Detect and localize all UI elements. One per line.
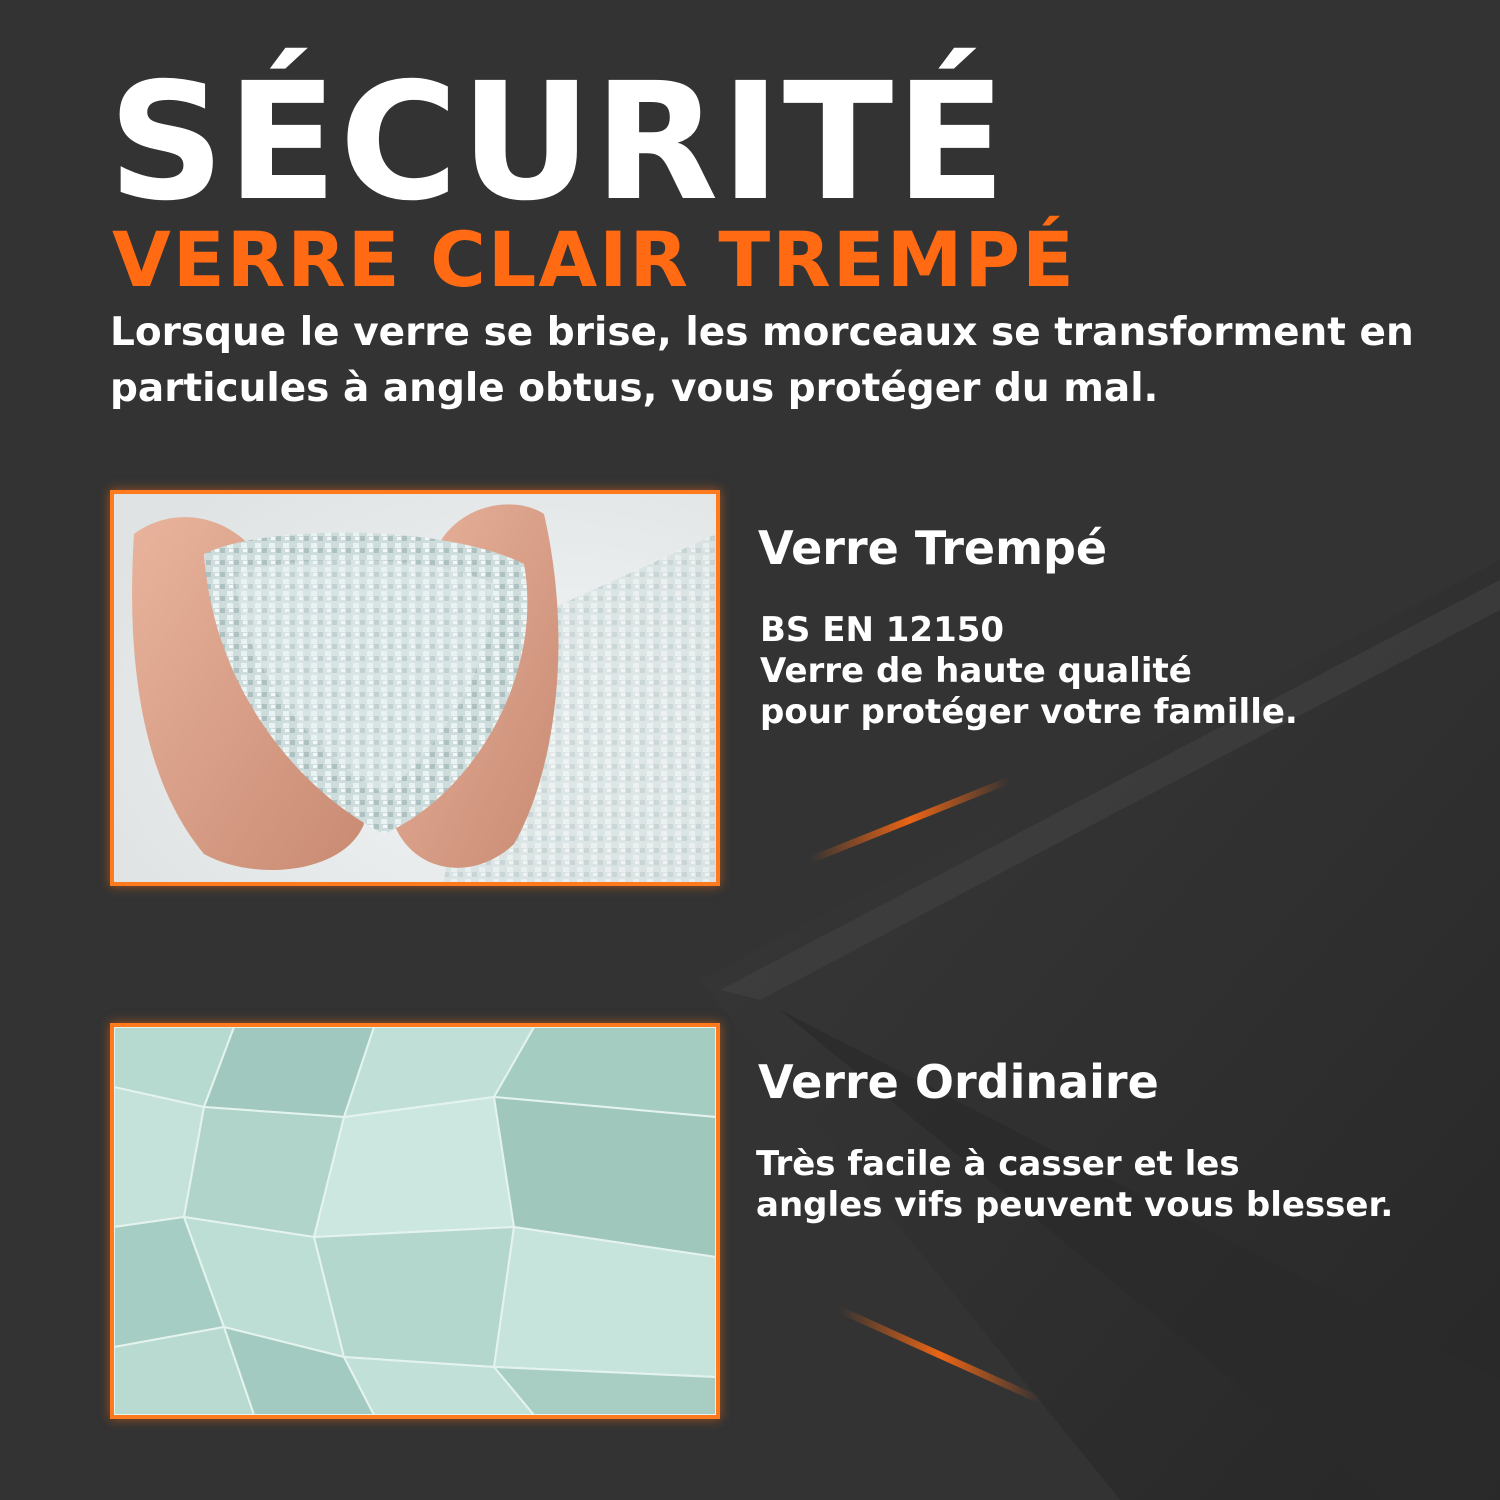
intro-text: Lorsque le verre se brise, les morceaux se transforment en particules à angle obtus, vous protéger du mal.: [110, 310, 1414, 411]
tempered-glass-photo: [110, 490, 720, 886]
tempered-line-family: pour protéger votre famille.: [760, 692, 1298, 732]
section-heading-tempered: Verre Trempé: [758, 521, 1108, 575]
ordinary-glass-photo: [110, 1023, 720, 1419]
ordinary-line-2: angles vifs peuvent vous blesser.: [756, 1185, 1394, 1225]
ordinary-line-1: Très facile à casser et les: [756, 1144, 1240, 1184]
section-heading-ordinary: Verre Ordinaire: [758, 1055, 1159, 1109]
page-title: SÉCURITÉ: [108, 49, 1008, 237]
tempered-line-standard: BS EN 12150: [760, 610, 1005, 650]
page-subtitle: VERRE CLAIR TREMPÉ: [112, 215, 1076, 304]
section-desc-tempered: [760, 610, 1298, 733]
tempered-line-quality: Verre de haute qualité: [760, 651, 1192, 691]
section-desc-ordinary: [756, 1144, 1393, 1226]
